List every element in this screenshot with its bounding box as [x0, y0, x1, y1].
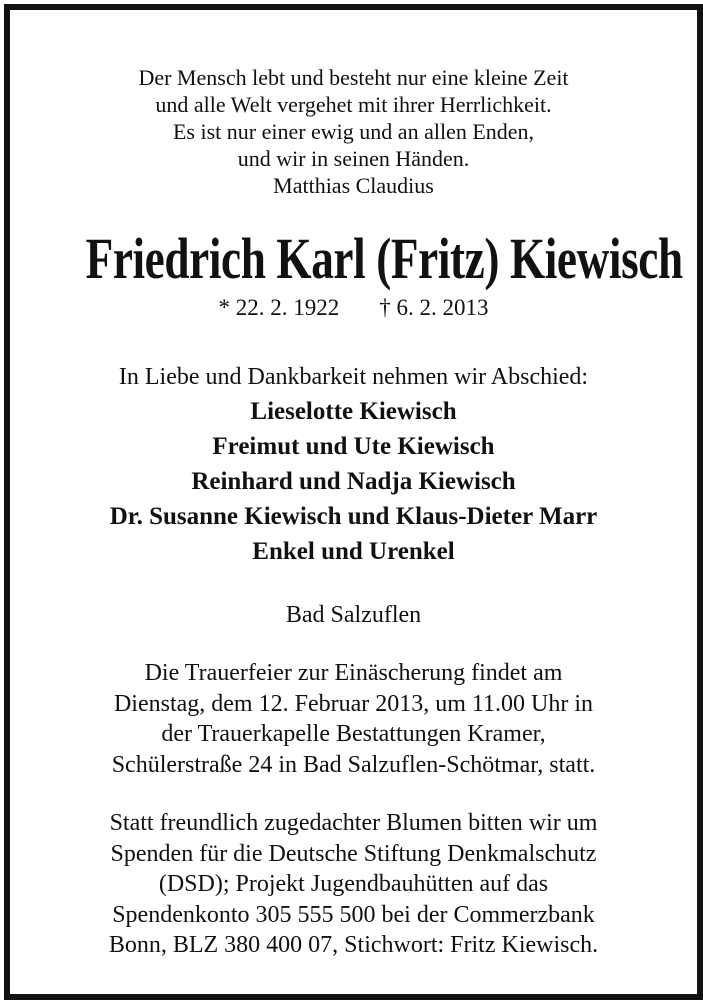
poem-line: und wir in seinen Händen.: [237, 146, 470, 171]
ceremony-line: Dienstag, dem 12. Februar 2013, um 11.00 Uhr in: [113, 690, 594, 717]
donation-line: (DSD); Projekt Jugendbauhütten auf das: [158, 871, 549, 897]
ceremony-info: [10, 658, 697, 780]
mourner-list: [10, 394, 697, 569]
donation-line: Bonn, BLZ 380 400 07, Stichwort: Fritz Kiewisch.: [108, 932, 599, 958]
farewell-intro: In Liebe und Dankbarkeit nehmen wir Abschied:: [118, 364, 589, 390]
deceased-name: Friedrich Karl (Fritz) Kiewisch: [85, 226, 683, 291]
donation-line: Spenden für die Deutsche Stiftung Denkmalschutz: [110, 840, 597, 867]
poem-line: Der Mensch lebt und besteht nur eine kleine Zeit: [138, 65, 569, 90]
poem-line: Es ist nur einer ewig und an allen Enden,: [172, 119, 535, 144]
poem-author: Matthias Claudius: [273, 173, 434, 198]
mourner-name: Reinhard und Nadja Kiewisch: [191, 468, 516, 495]
mourner-name: Dr. Susanne Kiewisch und Klaus-Dieter Marr: [109, 503, 598, 530]
poem-line: und alle Welt vergehet mit ihrer Herrlichkeit.: [155, 92, 552, 117]
mourner-name: Enkel und Urenkel: [252, 538, 455, 565]
mourner-name: Lieselotte Kiewisch: [250, 398, 457, 425]
life-dates: [10, 293, 697, 323]
donation-line: Spendenkonto 305 555 500 bei der Commerzbank: [112, 901, 595, 928]
donation-line: Statt freundlich zugedachter Blumen bitten wir um: [109, 810, 598, 836]
birth-date: * 22. 2. 1922: [218, 295, 340, 320]
ceremony-line: Die Trauerfeier zur Einäscherung findet am: [144, 660, 563, 686]
donation-info: [10, 808, 697, 961]
ceremony-line: Schülerstraße 24 in Bad Salzuflen-Schötmar, statt.: [111, 751, 596, 778]
place-name: Bad Salzuflen: [285, 602, 422, 628]
obituary-content: [10, 10, 697, 994]
mourner-name: Freimut und Ute Kiewisch: [212, 433, 495, 460]
poem-block: [10, 64, 697, 199]
death-date: † 6. 2. 2013: [379, 295, 489, 320]
ceremony-line: der Trauerkapelle Bestattungen Kramer,: [161, 721, 546, 747]
obituary-border: [4, 4, 703, 1000]
